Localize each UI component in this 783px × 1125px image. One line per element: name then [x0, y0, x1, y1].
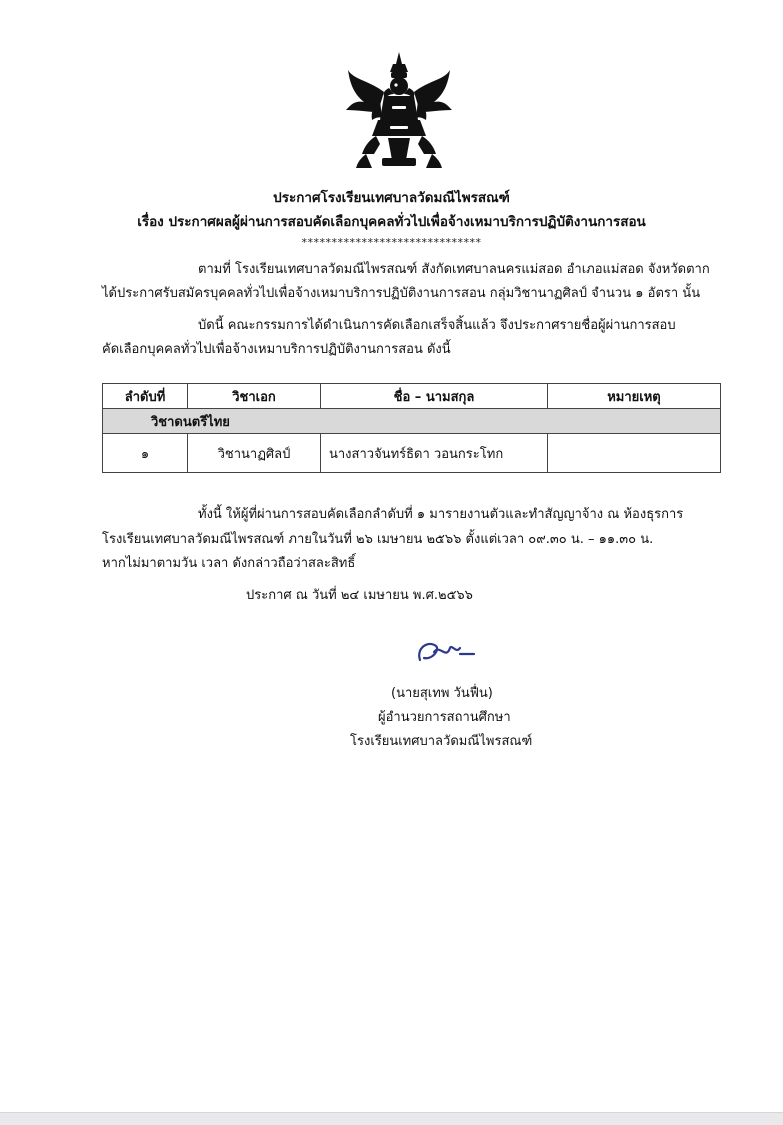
paragraph-2-line-1: บัดนี้ คณะกรรมการได้ดำเนินการคัดเลือกเสร็จสิ้นแล้ว จึงประกาศรายชื่อผู้ผ่านการสอบ — [198, 318, 676, 333]
bottom-scroll-edge — [0, 1112, 783, 1125]
announcement-subject: เรื่อง ประกาศผลผู้ผ่านการสอบคัดเลือกบุคคลทั่วไปเพื่อจ้างเหมาบริการปฏิบัติงานการสอน — [137, 214, 646, 230]
paragraph-3-line-3: หากไม่มาตามวัน เวลา ดังกล่าวถือว่าสละสิทธิ์ — [102, 556, 356, 571]
header-major: วิชาเอก — [188, 384, 321, 409]
announce-date: ประกาศ ณ วันที่ ๒๔ เมษายน พ.ศ.๒๕๖๖ — [246, 588, 473, 603]
paragraph-3-line-1: ทั้งนี้ ให้ผู้ที่ผ่านการสอบคัดเลือกลำดับที่ ๑ มารายงานตัวและทำสัญญาจ้าง ณ ห้องธุรการ — [198, 507, 684, 522]
garuda-emblem-icon — [344, 50, 454, 170]
signer-position: ผู้อำนวยการสถานศึกษา — [378, 710, 511, 725]
signature-icon — [410, 630, 480, 674]
title-divider: ****************************** — [301, 236, 482, 249]
paragraph-3-line-2: โรงเรียนเทศบาลวัดมณีไพรสณฑ์ ภายในวันที่ ๒๖ เมษายน ๒๕๖๖ ตั้งแต่เวลา ๐๙.๓๐ น. – ๑๑.๓๐ น. — [102, 532, 654, 547]
signer-school: โรงเรียนเทศบาลวัดมณีไพรสณฑ์ — [350, 734, 533, 749]
result-table — [102, 383, 721, 473]
announcement-title: ประกาศโรงเรียนเทศบาลวัดมณีไพรสณฑ์ — [273, 190, 510, 206]
table-group-row — [103, 409, 721, 434]
table-header-row — [103, 384, 721, 409]
table-row — [103, 434, 721, 473]
group-label: วิชาดนตรีไทย — [103, 409, 721, 434]
header-name: ชื่อ – นามสกุล — [321, 384, 548, 409]
cell-name: นางสาวจันทร์ธิดา วอนกระโทก — [321, 434, 548, 473]
cell-order: ๑ — [103, 434, 188, 473]
signer-name: (นายสุเทพ วันฟื่น) — [391, 686, 493, 701]
header-order: ลำดับที่ — [103, 384, 188, 409]
cell-major: วิชานาฏศิลป์ — [188, 434, 321, 473]
paragraph-1-line-1: ตามที่ โรงเรียนเทศบาลวัดมณีไพรสณฑ์ สังกัดเทศบาลนครแม่สอด อำเภอแม่สอด จังหวัดตาก — [198, 262, 710, 277]
cell-note — [548, 434, 721, 473]
paragraph-1-line-2: ได้ประกาศรับสมัครบุคคลทั่วไปเพื่อจ้างเหมาบริการปฏิบัติงานการสอน กลุ่มวิชานาฏศิลป์ จำนวน ๑ อัตรา นั้น — [102, 286, 701, 301]
header-note: หมายเหตุ — [548, 384, 721, 409]
paragraph-2-line-2: คัดเลือกบุคคลทั่วไปเพื่อจ้างเหมาบริการปฏิบัติงานการสอน ดังนี้ — [102, 342, 451, 357]
